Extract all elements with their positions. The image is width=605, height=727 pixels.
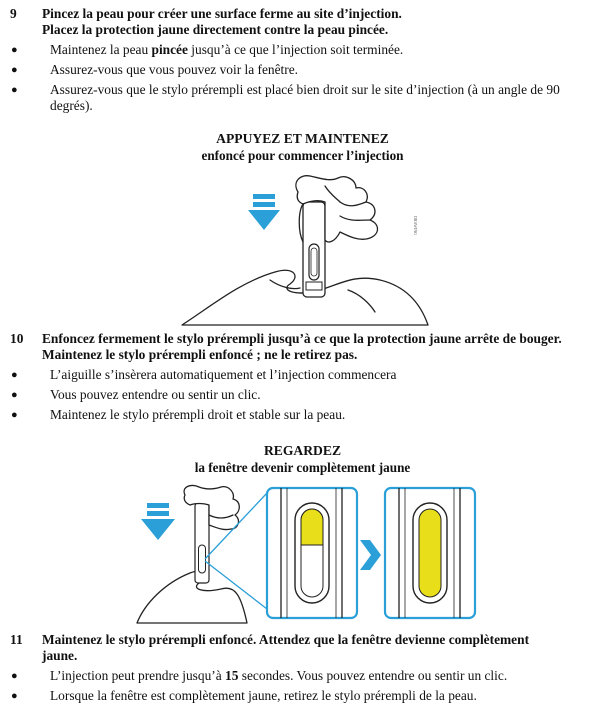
list-item: ● Lorsque la fenêtre est complètement jaune, retirez le stylo prérempli de la peau. xyxy=(11,688,477,703)
bullet-dot-icon: ● xyxy=(11,409,18,421)
down-arrow-icon xyxy=(141,503,175,540)
bullet-dot-icon: ● xyxy=(11,690,18,702)
step-9 xyxy=(10,6,593,114)
window-fully-yellow xyxy=(385,488,475,618)
list-item: ● Maintenez le stylo prérempli droit et stable sur la peau. xyxy=(11,407,346,422)
bullet-dot-icon: ● xyxy=(11,64,18,76)
step-9-heading xyxy=(10,6,593,38)
list-item: ● L’aiguille s’insèrera automatiquement et l’injection commencera xyxy=(11,367,397,382)
down-arrow-icon xyxy=(248,194,280,230)
step-number: 10 xyxy=(10,331,24,346)
window-partly-yellow xyxy=(267,488,357,618)
step-9-heading-line2: Placez la protection jaune directement contre la peau pincée. xyxy=(42,22,389,37)
list-item: ● Assurez-vous que le stylo prérempli est placé bien droit sur le site d’injection (à un angle de 90 degrés). xyxy=(11,82,560,113)
step-11-heading-text: Maintenez le stylo prérempli enfoncé. Attendez que la fenêtre devienne complètement jaune. xyxy=(42,632,530,663)
bullet-dot-icon: ● xyxy=(11,84,18,96)
step-10-heading xyxy=(10,331,593,363)
step-9-bullets xyxy=(10,42,593,114)
svg-text:DRAWING: DRAWING xyxy=(413,216,418,236)
step-10-heading-line1: Enfoncez fermement le stylo prérempli jusqu’à ce que la protection jaune arrête de bouger. xyxy=(42,331,562,346)
chevron-right-icon xyxy=(360,540,381,570)
list-item: ● Vous pouvez entendre ou sentir un clic. xyxy=(11,387,261,402)
step-10-bullets xyxy=(10,367,593,423)
figure-2-title: REGARDEZ xyxy=(263,443,342,458)
step-number: 9 xyxy=(10,6,17,21)
step-10-heading-line2: Maintenez le stylo prérempli enfoncé ; ne le retirez pas. xyxy=(42,347,358,362)
list-item: ● L’injection peut prendre jusqu’à 15 secondes. Vous pouvez entendre ou sentir un clic. xyxy=(11,668,508,683)
figure-1-caption xyxy=(0,130,605,164)
step-11-bullets xyxy=(10,668,593,704)
figure-2-subtitle: la fenêtre devenir complètement jaune xyxy=(194,460,411,475)
list-item: ● Maintenez la peau pincée jusqu’à ce que l’injection soit terminée. xyxy=(11,42,404,57)
step-11-heading xyxy=(10,632,593,664)
bullet-dot-icon: ● xyxy=(11,369,18,381)
bullet-dot-icon: ● xyxy=(11,389,18,401)
watch-window-illustration xyxy=(135,485,475,625)
figure-1-title: APPUYEZ ET MAINTENEZ xyxy=(216,131,389,146)
step-11 xyxy=(10,632,593,704)
step-number: 11 xyxy=(10,632,23,647)
step-10 xyxy=(10,331,593,423)
bullet-dot-icon: ● xyxy=(11,670,18,682)
bullet-dot-icon: ● xyxy=(11,44,18,56)
figure-2-caption xyxy=(0,442,605,476)
step-9-heading-line1: Pincez la peau pour créer une surface ferme au site d’injection. xyxy=(42,6,402,21)
press-and-hold-illustration xyxy=(180,172,430,327)
figure-1-subtitle: enfoncé pour commencer l’injection xyxy=(201,148,404,163)
list-item: ● Assurez-vous que vous pouvez voir la fenêtre. xyxy=(11,62,299,77)
